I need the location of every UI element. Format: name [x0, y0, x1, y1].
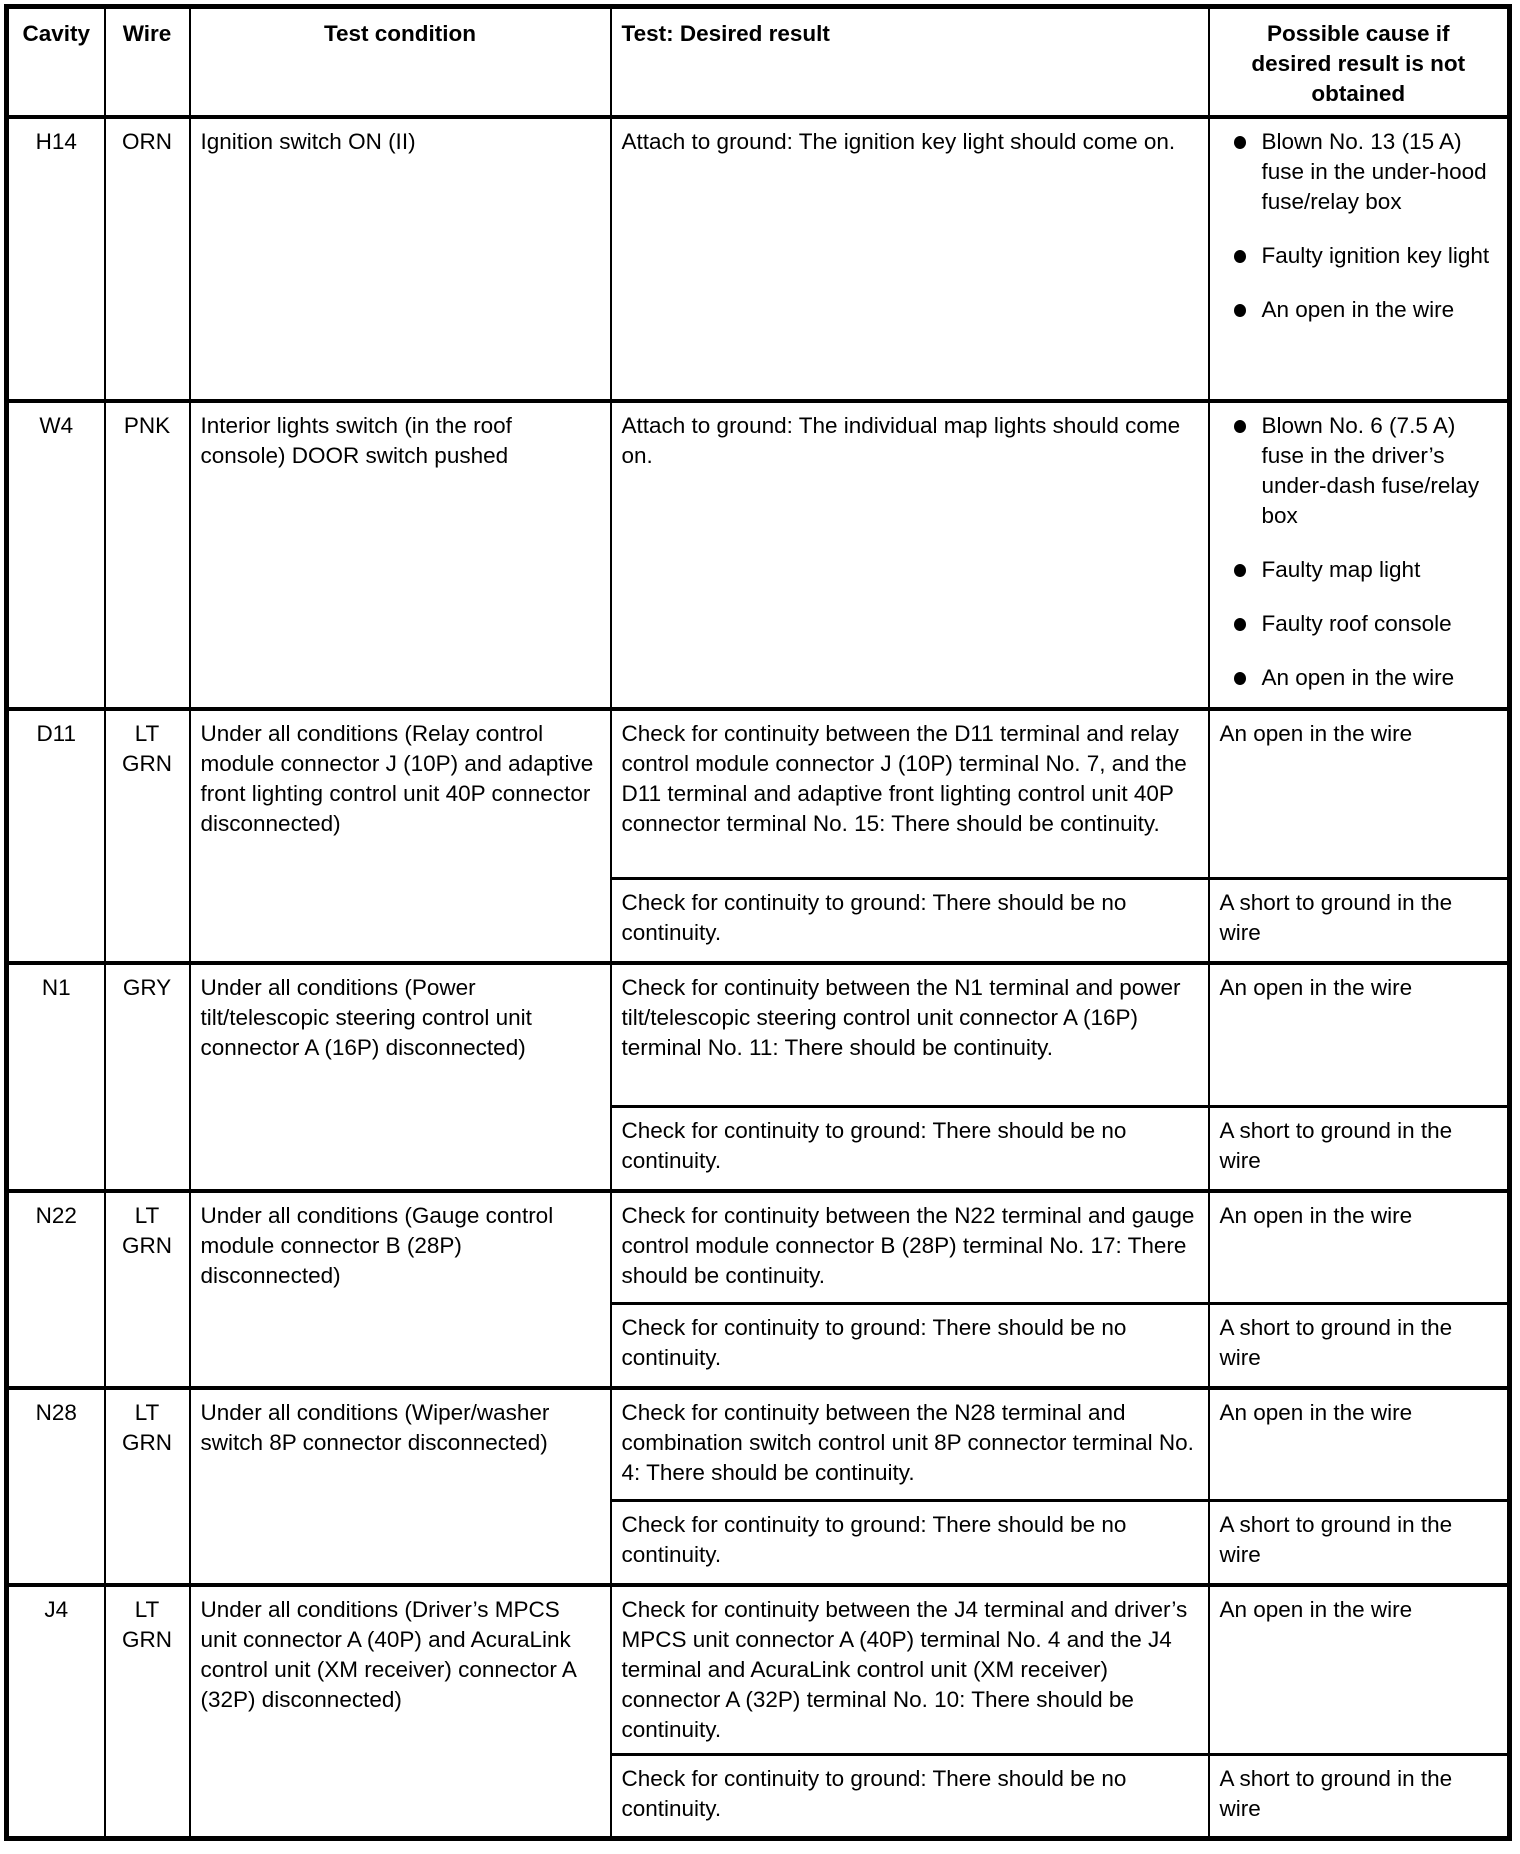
wire-cell: PNK [105, 401, 190, 709]
table-row-w4 [7, 401, 1510, 709]
condition-cell: Under all conditions (Relay control module connector J (10P) and adaptive front lighting control unit 40P connector disconnected) [190, 709, 611, 963]
possible-cause-cell: An open in the wire [1209, 709, 1510, 879]
cavity-cell: N22 [7, 1191, 105, 1388]
cavity-cell: W4 [7, 401, 105, 709]
cavity-cell: D11 [7, 709, 105, 963]
cavity-cell: N1 [7, 963, 105, 1191]
bullet-dot-icon [1234, 420, 1246, 433]
possible-cause-cell: A short to ground in the wire [1209, 1107, 1510, 1191]
table-row-n22 [7, 1191, 1510, 1304]
desired-result-cell: Check for continuity between the J4 terminal and driver’s MPCS unit connector A (40P) terminal No. 4 and the J4 terminal and AcuraLink control unit (XM receiver) connector A (32P) terminal No. 10: There should be continuity. [611, 1585, 1209, 1755]
bullet-dot-icon [1234, 250, 1246, 263]
desired-result-cell: Check for continuity to ground: There should be no continuity. [611, 1501, 1209, 1585]
desired-result-cell: Check for continuity between the D11 terminal and relay control module connector J (10P) terminal No. 7, and the D11 terminal and adaptive front lighting control unit 40P connector terminal No. 15: There should be continuity. [611, 709, 1209, 879]
possible-cause-cell [1209, 117, 1510, 401]
wire-cell: LT GRN [105, 1388, 190, 1585]
cause-item: Faulty ignition key light [1220, 241, 1498, 271]
desired-result-cell: Check for continuity between the N1 terminal and power tilt/telescopic steering control unit connector A (16P) terminal No. 11: There should be continuity. [611, 963, 1209, 1107]
header-row [7, 7, 1510, 117]
wire-cell: LT GRN [105, 709, 190, 963]
cause-list [1220, 127, 1498, 325]
cavity-cell: N28 [7, 1388, 105, 1585]
bullet-dot-icon [1234, 304, 1246, 317]
condition-cell: Under all conditions (Driver’s MPCS unit connector A (40P) and AcuraLink control unit (XM receiver) connector A (32P) disconnected) [190, 1585, 611, 1839]
cause-item: Faulty map light [1220, 555, 1498, 585]
possible-cause-cell [1209, 401, 1510, 709]
possible-cause-cell: A short to ground in the wire [1209, 1501, 1510, 1585]
bullet-dot-icon [1234, 564, 1246, 577]
wire-cell: LT GRN [105, 1191, 190, 1388]
possible-cause-cell: A short to ground in the wire [1209, 1755, 1510, 1839]
cause-item: Blown No. 6 (7.5 A) fuse in the driver’s under-dash fuse/relay box [1220, 411, 1498, 531]
circuit-test-table [4, 4, 1512, 1841]
table-row-n28 [7, 1388, 1510, 1501]
wire-cell: LT GRN [105, 1585, 190, 1839]
possible-cause-cell: A short to ground in the wire [1209, 879, 1510, 963]
cavity-cell: H14 [7, 117, 105, 401]
header-test-condition: Test condition [190, 7, 611, 117]
cavity-cell: J4 [7, 1585, 105, 1839]
cause-item: An open in the wire [1220, 663, 1498, 693]
table-row-n1 [7, 963, 1510, 1107]
desired-result-cell: Attach to ground: The ignition key light should come on. [611, 117, 1209, 401]
cause-list [1220, 411, 1498, 693]
cause-item: Faulty roof console [1220, 609, 1498, 639]
condition-cell: Under all conditions (Gauge control module connector B (28P) disconnected) [190, 1191, 611, 1388]
condition-cell: Under all conditions (Wiper/washer switch 8P connector disconnected) [190, 1388, 611, 1585]
condition-cell: Ignition switch ON (II) [190, 117, 611, 401]
header-cavity: Cavity [7, 7, 105, 117]
bullet-dot-icon [1234, 618, 1246, 631]
desired-result-cell: Check for continuity between the N28 terminal and combination switch control unit 8P connector terminal No. 4: There should be continuity. [611, 1388, 1209, 1501]
condition-cell: Interior lights switch (in the roof console) DOOR switch pushed [190, 401, 611, 709]
possible-cause-cell: An open in the wire [1209, 1388, 1510, 1501]
bullet-dot-icon [1234, 672, 1246, 685]
desired-result-cell: Attach to ground: The individual map lights should come on. [611, 401, 1209, 709]
cause-item: Blown No. 13 (15 A) fuse in the under-hood fuse/relay box [1220, 127, 1498, 217]
table-row-j4 [7, 1585, 1510, 1755]
possible-cause-cell: An open in the wire [1209, 963, 1510, 1107]
table-row-h14 [7, 117, 1510, 401]
desired-result-cell: Check for continuity to ground: There should be no continuity. [611, 1304, 1209, 1388]
desired-result-cell: Check for continuity to ground: There should be no continuity. [611, 1107, 1209, 1191]
desired-result-cell: Check for continuity to ground: There should be no continuity. [611, 1755, 1209, 1839]
header-possible-cause: Possible cause if desired result is not obtained [1209, 7, 1510, 117]
bullet-dot-icon [1234, 136, 1246, 149]
cause-item: An open in the wire [1220, 295, 1498, 325]
desired-result-cell: Check for continuity to ground: There should be no continuity. [611, 879, 1209, 963]
possible-cause-cell: An open in the wire [1209, 1191, 1510, 1304]
header-wire: Wire [105, 7, 190, 117]
wire-cell: GRY [105, 963, 190, 1191]
desired-result-cell: Check for continuity between the N22 terminal and gauge control module connector B (28P) terminal No. 17: There should be continuity. [611, 1191, 1209, 1304]
wire-cell: ORN [105, 117, 190, 401]
possible-cause-cell: A short to ground in the wire [1209, 1304, 1510, 1388]
possible-cause-cell: An open in the wire [1209, 1585, 1510, 1755]
condition-cell: Under all conditions (Power tilt/telescopic steering control unit connector A (16P) disconnected) [190, 963, 611, 1191]
header-desired-result: Test: Desired result [611, 7, 1209, 117]
table-row-d11 [7, 709, 1510, 879]
